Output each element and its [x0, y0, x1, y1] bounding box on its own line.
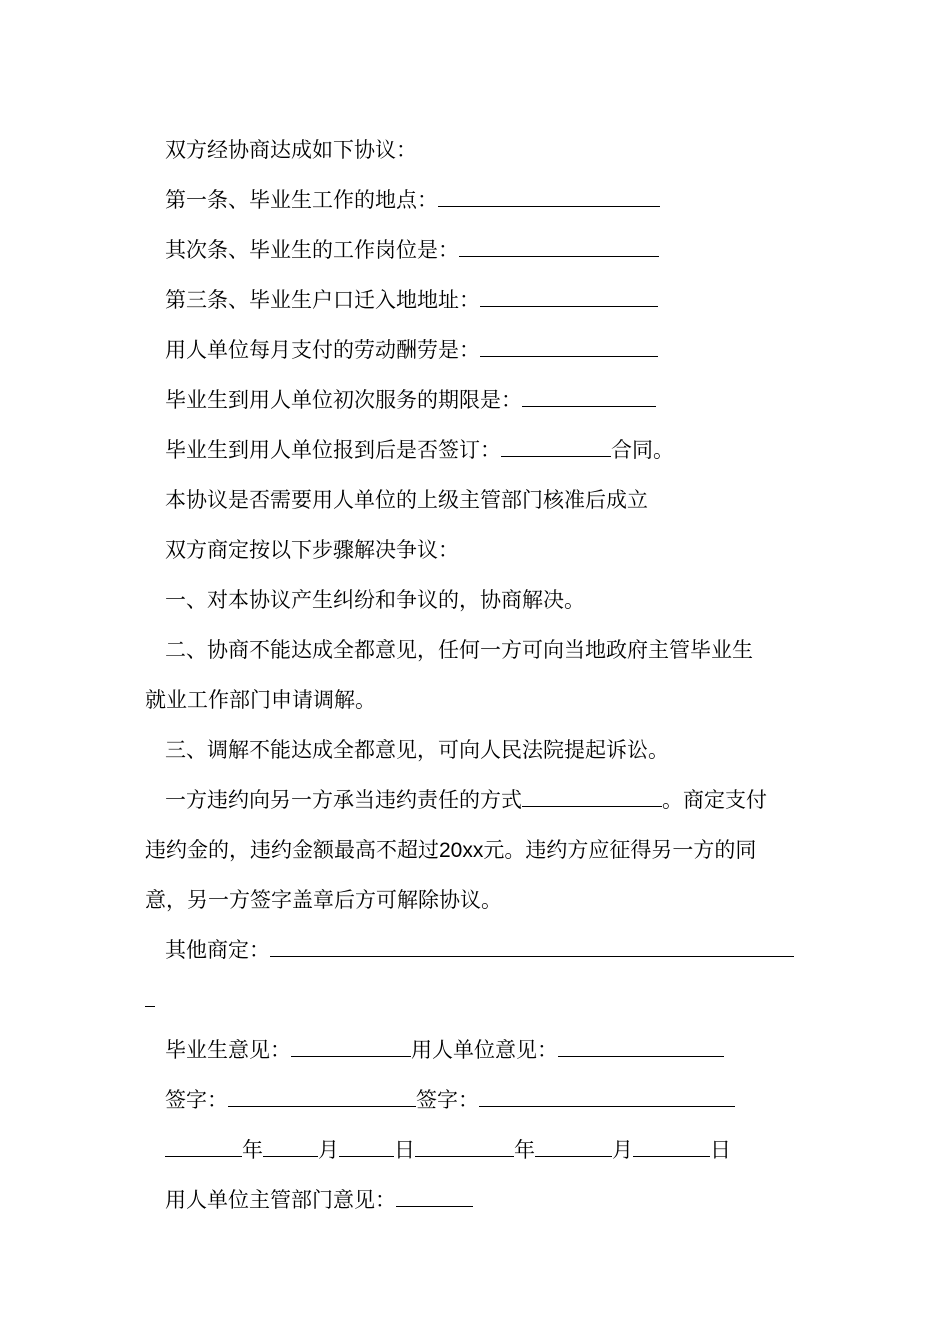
day2-field[interactable] — [633, 1136, 710, 1157]
month2-field[interactable] — [535, 1136, 612, 1157]
dispute3-text: 三、调解不能达成全都意见，可向人民法院提起诉讼。 — [165, 738, 669, 762]
breach-method-field[interactable] — [522, 786, 662, 807]
year2-field[interactable] — [415, 1136, 514, 1157]
contract-line — [165, 436, 674, 464]
other-label: 其他商定： — [165, 938, 270, 962]
clause1-label: 第一条、毕业生工作的地点： — [165, 188, 438, 212]
breach-text-2-suffix: 元。违约方应征得另一方的同 — [483, 838, 757, 862]
clause2-line — [165, 236, 659, 264]
clause3-line — [165, 286, 658, 314]
dispute-intro-text: 双方商定按以下步骤解决争议： — [165, 538, 459, 562]
year1-field[interactable] — [165, 1136, 242, 1157]
breach-line2 — [145, 836, 756, 865]
contract-label: 毕业生到用人单位报到后是否签订： — [165, 438, 501, 462]
breach-text-1-suffix: 。商定支付 — [662, 788, 767, 812]
employer-signature-field[interactable] — [479, 1086, 735, 1107]
year2-label: 年 — [514, 1138, 535, 1162]
month2-label: 月 — [612, 1138, 633, 1162]
employer-opinion-label: 用人单位意见： — [411, 1038, 558, 1062]
breach-amount: 20xx — [439, 839, 484, 862]
clause1-line — [165, 186, 660, 214]
month1-field[interactable] — [263, 1136, 318, 1157]
other-field[interactable] — [270, 936, 794, 957]
work-location-field[interactable] — [438, 186, 660, 207]
approval-line — [165, 486, 648, 514]
dispute3-line — [165, 736, 669, 764]
contract-field[interactable] — [501, 436, 611, 457]
dispute2-text-1: 二、协商不能达成全都意见，任何一方可向当地政府主管毕业生 — [165, 638, 753, 662]
signature1-label: 签字： — [165, 1088, 228, 1112]
intro-line — [165, 136, 417, 164]
clause3-label: 第三条、毕业生户口迁入地地址： — [165, 288, 480, 312]
date-line — [165, 1136, 731, 1164]
day2-label: 日 — [710, 1138, 731, 1162]
intro-text: 双方经协商达成如下协议： — [165, 138, 417, 162]
approval-text: 本协议是否需要用人单位的上级主管部门核准后成立 — [165, 488, 648, 512]
other-field-continuation — [145, 986, 155, 1014]
graduate-opinion-label: 毕业生意见： — [165, 1038, 291, 1062]
year1-label: 年 — [242, 1138, 263, 1162]
service-term-field[interactable] — [522, 386, 656, 407]
graduate-opinion-field[interactable] — [291, 1036, 411, 1057]
other-field-tail[interactable] — [145, 986, 155, 1007]
breach-text-3: 意，另一方签字盖章后方可解除协议。 — [145, 888, 502, 912]
contract-suffix: 合同。 — [611, 438, 674, 462]
dispute2-line1 — [165, 636, 753, 664]
breach-text-1: 一方违约向另一方承当违约责任的方式 — [165, 788, 522, 812]
household-address-field[interactable] — [480, 286, 658, 307]
supervisor-opinion-label: 用人单位主管部门意见： — [165, 1188, 396, 1212]
month1-label: 月 — [318, 1138, 339, 1162]
day1-field[interactable] — [339, 1136, 394, 1157]
supervisor-opinion-field[interactable] — [396, 1186, 473, 1207]
graduate-signature-field[interactable] — [228, 1086, 416, 1107]
salary-label: 用人单位每月支付的劳动酬劳是： — [165, 338, 480, 362]
breach-line1 — [165, 786, 767, 814]
dispute-intro-line — [165, 536, 459, 564]
service-term-label: 毕业生到用人单位初次服务的期限是： — [165, 388, 522, 412]
breach-text-2: 违约金的，违约金额最高不超过 — [145, 838, 439, 862]
dispute2-text-2: 就业工作部门申请调解。 — [145, 688, 376, 712]
breach-line3 — [145, 886, 502, 914]
dispute2-line2 — [145, 686, 376, 714]
salary-field[interactable] — [480, 336, 658, 357]
dispute1-line — [165, 586, 585, 614]
employer-opinion-field[interactable] — [558, 1036, 724, 1057]
salary-line — [165, 336, 658, 364]
opinion-line — [165, 1036, 724, 1064]
signature-line — [165, 1086, 735, 1114]
dispute1-text: 一、对本协议产生纠纷和争议的，协商解决。 — [165, 588, 585, 612]
supervisor-line — [165, 1186, 473, 1214]
clause2-label: 其次条、毕业生的工作岗位是： — [165, 238, 459, 262]
signature2-label: 签字： — [416, 1088, 479, 1112]
other-line — [165, 936, 794, 964]
job-position-field[interactable] — [459, 236, 659, 257]
day1-label: 日 — [394, 1138, 415, 1162]
service-term-line — [165, 386, 656, 414]
